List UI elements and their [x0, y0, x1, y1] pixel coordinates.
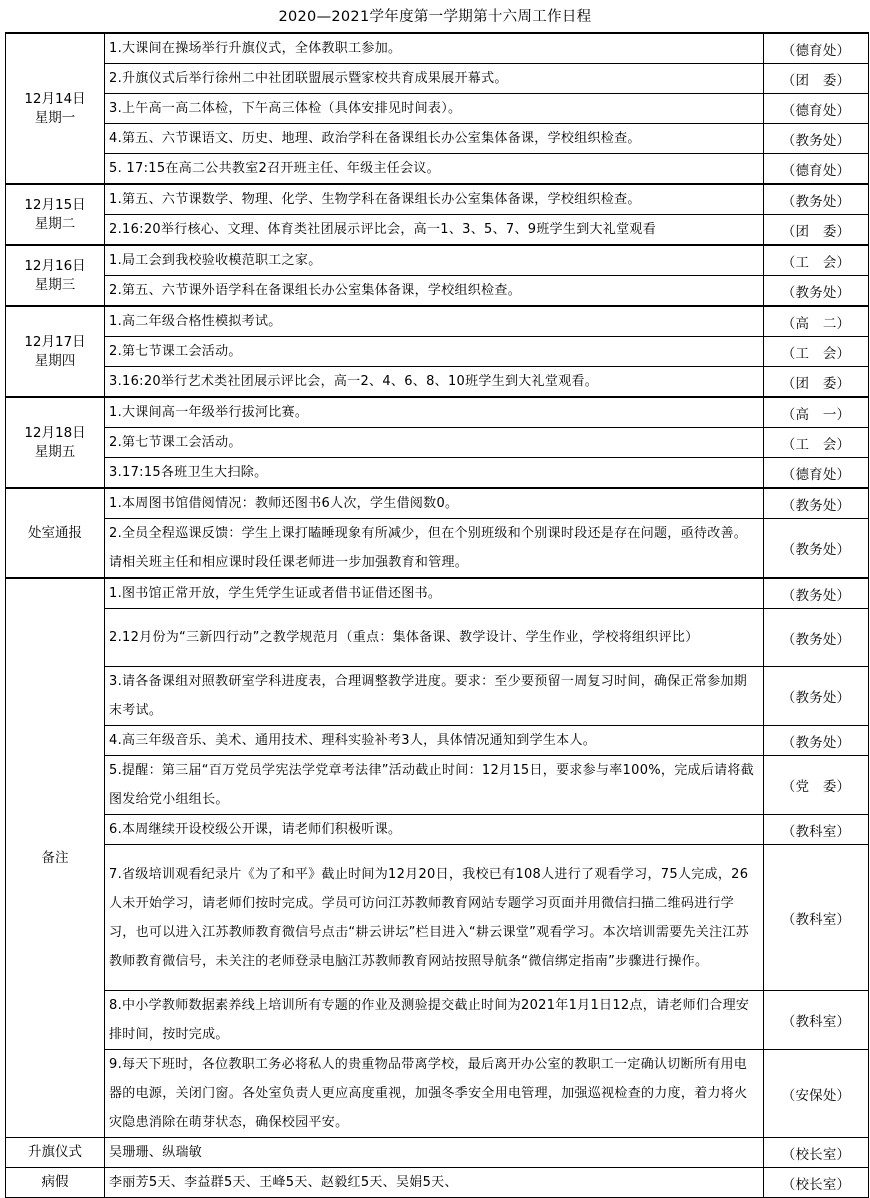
item-text: 3.16:20举行艺术类社团展示评比会，高一2、4、6、8、10班学生到大礼堂观看。	[105, 367, 764, 398]
table-row	[6, 215, 869, 246]
sick-leave-row	[6, 1168, 869, 1198]
table-row	[6, 367, 869, 398]
dept-label: （教科室）	[764, 991, 869, 1050]
item-text: 4.高三年级音乐、美术、通用技术、理科实验补考3人，具体情况通知到学生本人。	[105, 726, 764, 756]
item-text: 3.17:15各班卫生大扫除。	[105, 458, 764, 489]
dept-label: （教务处）	[764, 124, 869, 154]
day-date: 12月18日	[24, 424, 86, 441]
table-row	[6, 276, 869, 307]
item-text: 8.中小学教师数据素养线上培训所有专题的作业及测验提交截止时间为2021年1月1日12点，请老师们合理安排时间，按时完成。	[105, 991, 764, 1050]
item-text: 9.每天下班时，各位教职工务必将私人的贵重物品带离学校，最后离开办公室的教职工一定确认切断所有用电器的电源，关闭门窗。各处室负责人更应高度重视，加强冬季安全用电管理，加强巡视检查的力度，着力将火灾隐患消除在萌芽状态，确保校园平安。	[105, 1050, 764, 1138]
day-label	[6, 245, 105, 306]
dept-label: （工 会）	[764, 428, 869, 458]
day-weekday: 星期五	[34, 443, 76, 460]
dept-label: （教务处）	[764, 184, 869, 215]
table-row	[6, 578, 869, 609]
table-row	[6, 397, 869, 428]
page-title: 2020—2021学年度第一学期第十六周工作日程	[278, 9, 592, 25]
item-text: 1.本周图书馆借阅情况：教师还图书6人次，学生借阅数0。	[105, 488, 764, 519]
dept-label: （校长室）	[764, 1168, 869, 1198]
table-row	[6, 245, 869, 276]
item-text: 1.大课间高一年级举行拔河比赛。	[105, 397, 764, 428]
table-row	[6, 609, 869, 667]
row-text: 李丽芳5天、李益群5天、王峰5天、赵毅红5天、吴娟5天、	[105, 1168, 764, 1198]
office-report-label	[6, 488, 105, 578]
item-text: 6.本周继续开设校级公开课，请老师们积极听课。	[105, 815, 764, 845]
table-row	[6, 726, 869, 756]
item-text: 2.12月份为“三新四行动”之教学规范月（重点：集体备课、教学设计、学生作业，学校将组织评比）	[105, 609, 764, 667]
item-text: 1.第五、六节课数学、物理、化学、生物学科在备课组长办公室集体备课，学校组织检查。	[105, 184, 764, 215]
dept-label: （德育处）	[764, 458, 869, 489]
item-text: 5. 17:15在高二公共教室2召开班主任、年级主任会议。	[105, 154, 764, 185]
item-text: 1.大课间在操场举行升旗仪式，全体教职工参加。	[105, 33, 764, 64]
item-text: 3.上午高一高二体检，下午高三体检（具体安排见时间表）。	[105, 94, 764, 124]
section-label: 处室通报	[28, 524, 82, 541]
item-text: 2.第七节课工会活动。	[105, 428, 764, 458]
table-row	[6, 756, 869, 815]
day-weekday: 星期一	[34, 109, 76, 126]
flag-ceremony-row	[6, 1138, 869, 1168]
dept-label: （党 委）	[764, 756, 869, 815]
item-text: 1.图书馆正常开放，学生凭学生证或者借书证借还图书。	[105, 578, 764, 609]
notes-label	[6, 578, 105, 1138]
day-label	[6, 33, 105, 184]
table-row	[6, 64, 869, 94]
table-row	[6, 124, 869, 154]
dept-label: （教务处）	[764, 519, 869, 579]
item-text: 4.第五、六节课语文、历史、地理、政治学科在备课组长办公室集体备课，学校组织检查。	[105, 124, 764, 154]
item-text: 1.局工会到我校验收模范职工之家。	[105, 245, 764, 276]
day-weekday: 星期三	[34, 276, 76, 293]
day-date: 12月14日	[24, 90, 86, 107]
day-label	[6, 397, 105, 488]
dept-label: （德育处）	[764, 33, 869, 64]
table-row	[6, 154, 869, 185]
table-row	[6, 1050, 869, 1138]
dept-label: （教务处）	[764, 667, 869, 726]
day-date: 12月17日	[24, 333, 86, 350]
day-weekday: 星期四	[34, 352, 76, 369]
day-date: 12月16日	[24, 257, 86, 274]
dept-label: （教务处）	[764, 488, 869, 519]
dept-label: （团 委）	[764, 367, 869, 398]
table-row	[6, 94, 869, 124]
dept-label: （教务处）	[764, 276, 869, 307]
row-label: 升旗仪式	[6, 1138, 105, 1168]
item-text: 2.全员全程巡课反馈：学生上课打瞌睡现象有所减少，但在个别班级和个别课时段还是存在问题，亟待改善。请相关班主任和相应课时段任课老师进一步加强教育和管理。	[105, 519, 764, 579]
day-date: 12月15日	[24, 196, 86, 213]
item-text: 2.第五、六节课外语学科在备课组长办公室集体备课，学校组织检查。	[105, 276, 764, 307]
dept-label: （教务处）	[764, 726, 869, 756]
dept-label: （团 委）	[764, 215, 869, 246]
dept-label: （高 二）	[764, 306, 869, 337]
item-text: 1.高二年级合格性模拟考试。	[105, 306, 764, 337]
table-row	[6, 667, 869, 726]
day-label	[6, 184, 105, 245]
item-text: 2.第七节课工会活动。	[105, 337, 764, 367]
item-text: 2.升旗仪式后举行徐州二中社团联盟展示暨家校共育成果展开幕式。	[105, 64, 764, 94]
dept-label: （安保处）	[764, 1050, 869, 1138]
dept-label: （校长室）	[764, 1138, 869, 1168]
table-row	[6, 33, 869, 64]
dept-label: （高 一）	[764, 397, 869, 428]
dept-label: （教务处）	[764, 578, 869, 609]
dept-label: （德育处）	[764, 94, 869, 124]
table-row	[6, 991, 869, 1050]
row-label: 病假	[6, 1168, 105, 1198]
table-row	[6, 306, 869, 337]
dept-label: （工 会）	[764, 337, 869, 367]
table-row	[6, 845, 869, 991]
table-row	[6, 337, 869, 367]
dept-label: （团 委）	[764, 64, 869, 94]
table-row	[6, 815, 869, 845]
dept-label: （教科室）	[764, 815, 869, 845]
dept-label: （工 会）	[764, 245, 869, 276]
table-row	[6, 184, 869, 215]
day-weekday: 星期二	[34, 215, 76, 232]
table-row	[6, 488, 869, 519]
item-text: 2.16:20举行核心、文理、体育类社团展示评比会，高一1、3、5、7、9班学生到大礼堂观看	[105, 215, 764, 246]
schedule-table	[5, 32, 869, 1198]
table-row	[6, 428, 869, 458]
day-label	[6, 306, 105, 397]
row-text: 吴珊珊、纵瑞敏	[105, 1138, 764, 1168]
dept-label: （德育处）	[764, 154, 869, 185]
item-text: 3.请各备课组对照教研室学科进度表，合理调整教学进度。要求：至少要预留一周复习时间，确保正常参加期末考试。	[105, 667, 764, 726]
schedule-body	[6, 33, 869, 1198]
section-label: 备注	[41, 849, 69, 866]
item-text: 5.提醒：第三届“百万党员学宪法学党章考法律”活动截止时间：12月15日，要求参与率100%，完成后请将截图发给党小组组长。	[105, 756, 764, 815]
item-text: 7.省级培训观看纪录片《为了和平》截止时间为12月20日，我校已有108人进行了观看学习，75人完成，26人未开始学习，请老师们按时完成。学员可访问江苏教师教育网站专题学习页面并用微信扫描二维码进行学习，也可以进入江苏教师教育微信号点击“耕云讲坛”栏目进入“耕云课堂”观看学习。本次培训需要先关注江苏教师教育微信号，未关注的老师登录电脑江苏教师教育网站按照导航条“微信绑定指南”步骤进行操作。	[105, 845, 764, 991]
table-row	[6, 458, 869, 489]
table-row	[6, 519, 869, 579]
dept-label: （教务处）	[764, 609, 869, 667]
dept-label: （教科室）	[764, 845, 869, 991]
